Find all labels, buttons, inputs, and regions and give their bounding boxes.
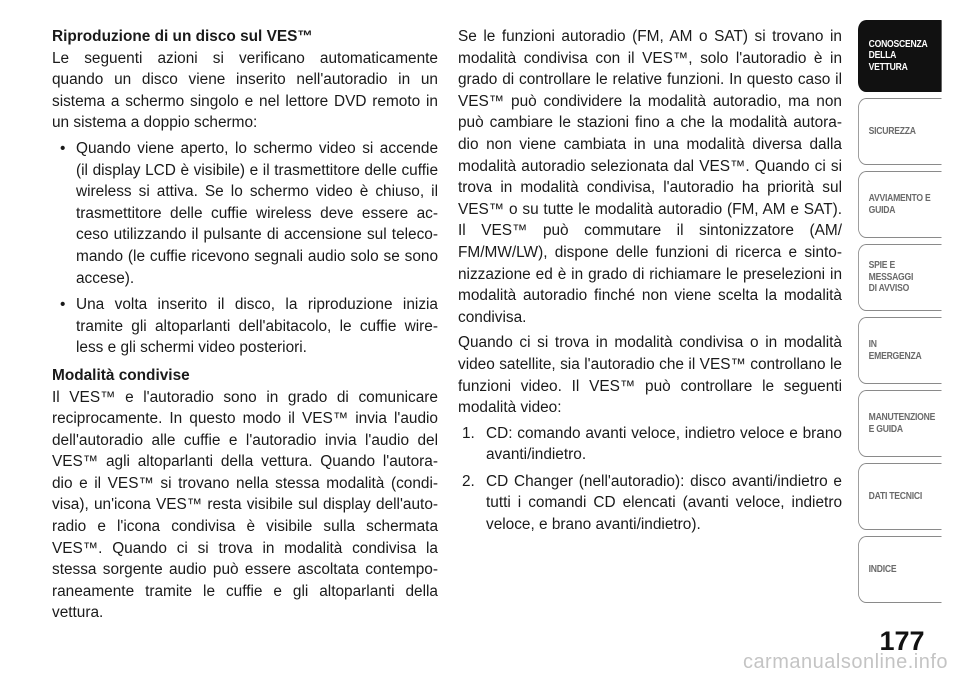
item-number: 2.: [462, 472, 475, 490]
video-modes-paragraph: Quando ci si trova in modalità condivisa o in modalità video satellite, sia l'autoradio che il VES™ controllano le funzioni video. Il VES™ può controllare le seguenti modalità video:: [458, 334, 842, 417]
item-text: CD: comando avanti veloce, indietro veloce e brano avanti/indietro.: [486, 424, 842, 464]
section-heading-disc-playback: Riproduzione di un disco sul VES™: [52, 28, 313, 45]
shared-modes-paragraph: Il VES™ e l'autoradio sono in grado di comunicare reciprocamente. In questo modo il VES™ invia l'audio dell'autoradio alle cuffie e l'autoradio invia l'audio del VES™ agli altoparlanti della vettura. Quando l'autora- dio e il VES™ si trovano nella stessa modalità (condi- visa), un'icona VES™ resta visibile sul display dell'auto- radio e l'icona condivisa è visibile sulla schermata VES™. Quando ci si trova in modalità condivisa la stessa sorgente audio può essere ascoltata contempo- raneamente tramite le cuffie e gli altoparlanti della vettura.: [52, 388, 438, 622]
numbered-item: [462, 423, 842, 466]
watermark-text: carmanualsonline.info: [742, 651, 948, 673]
tab-sicurezza[interactable]: SICUREZZA: [858, 98, 942, 165]
right-column: [458, 26, 842, 542]
chapter-tabs: [858, 20, 960, 603]
numbered-item: [462, 471, 842, 536]
section-heading-shared-modes: Modalità condivise: [52, 366, 190, 384]
left-column: [52, 26, 438, 628]
bullet-item: • Una volta inserito il disco, la riproduzione inizia tramite gli altoparlanti dell'abitacolo, le cuffie wire- less e gli schermi video posteriori.: [52, 294, 438, 359]
bullet-item: • Quando viene aperto, lo schermo video si accende (il display LCD è visibile) e il trasmettitore delle cuffie wireless si attiva. Se lo schermo video è chiuso, il trasmettitore delle cuffie wireless deve essere ac- ceso utilizzando il pulsante di accensione sul teleco- mando (le cuffie ricevono segnali audio solo se sono accese).: [52, 138, 438, 289]
tab-manutenzione[interactable]: MANUTENZIONE E GUIDA: [858, 390, 942, 457]
item-text: CD Changer (nell'autoradio): disco avanti/indietro e tutti i comandi CD elencati (avanti veloce, indietro veloce, e brano avanti/indietro).: [486, 472, 842, 534]
numbered-list: [458, 423, 842, 536]
tab-in-emergenza[interactable]: IN EMERGENZA: [858, 317, 942, 384]
tab-spie-e-messaggi[interactable]: SPIE E MESSAGGI DI AVVISO: [858, 244, 942, 311]
tab-avviamento-e-guida[interactable]: AVVIAMENTO E GUIDA: [858, 171, 942, 238]
intro-paragraph: Le seguenti azioni si verificano automaticamente quando un disco viene inserito nell'autoradio in un sistema a schermo singolo e nel lettore DVD remoto in un sistema a doppio schermo:: [52, 49, 438, 132]
tab-conoscenza-della-vettura[interactable]: CONOSCENZA DELLA VETTURA: [858, 20, 942, 92]
radio-functions-paragraph: Se le funzioni autoradio (FM, AM o SAT) si trovano in modalità condivisa con il VES™, solo l'autoradio è in grado di controllare le relative funzioni. In questo caso il VES™ può condividere la modalità autoradio, ma non può cambiare le stazioni fino a che la modalità autora- dio non viene cambiata in una modalità diversa dalla modalità autoradio selezionata dal VES™. Quando ci si trova in modalità condivisa, l'autoradio ha priorità sul VES™ o su tutte le modalità autoradio (FM, AM e SAT). Il VES™ può commutare il sintonizzatore (AM/ FM/MW/LW), dispone delle funzioni di ricerca e sinto- nizzazione ed è in grado di richiamare le preselezioni in modalità autoradio finché non viene scelta la modalità condivisa.: [458, 28, 842, 326]
page-number: 177: [879, 626, 925, 656]
tab-dati-tecnici[interactable]: DATI TECNICI: [858, 463, 942, 530]
tab-indice[interactable]: INDICE: [858, 536, 942, 603]
bullet-list: [52, 138, 438, 359]
item-number: 1.: [462, 424, 475, 442]
